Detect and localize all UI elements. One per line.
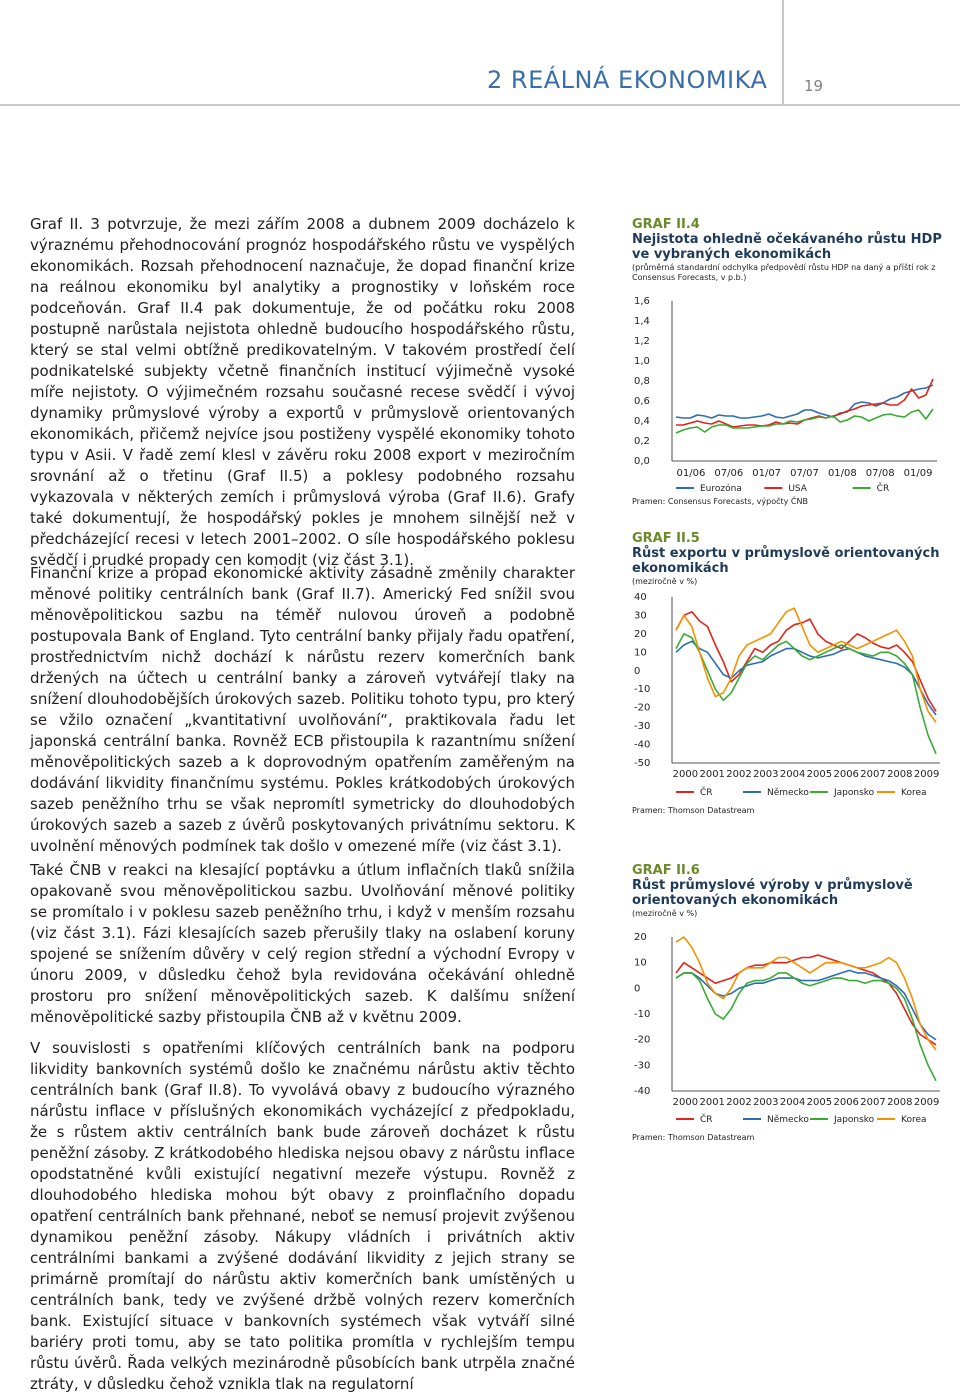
graph-source: Pramen: Thomson Datastream [632,806,755,815]
x-tick-label: 07/07 [790,468,819,479]
series-line-japonsko [676,973,936,1081]
graph-ii-4 [632,217,952,506]
legend-label: ČR [876,484,890,494]
paragraph-4 [30,1038,575,1395]
y-tick-label: 0,6 [634,396,650,407]
x-tick-label: 2004 [779,1097,806,1108]
x-tick-label: 2008 [887,769,913,780]
y-tick-label: 40 [634,592,647,603]
y-tick-label: 1,6 [634,296,650,307]
y-tick-label: 1,4 [634,316,650,327]
y-tick-label: 30 [634,610,647,622]
x-tick-label: 2009 [913,769,940,780]
y-tick-label: 10 [634,957,647,969]
x-tick-label: 2008 [887,1097,913,1108]
paragraph-4-text: V souvislosti s opatřeními klíčových centrálních bank na podporu likvidity bankovních systémů došlo ke značnému nárůstu aktiv těchto centrálních bank (Graf II.8). To vyvolává obavy z budoucího výrazného nárůstu inflace v příslušných ekonomikách vycházející z předpokladu, že s růstem aktiv centrálních bank bude zároveň docházet k růstu peněžní zásoby. Z krátkodobého hlediska nejsou obavy z nárůstu inflace opodstatněné kvůli existující negativní mezeře výstupu. Rovněž z dlouhodobého hlediska mohou být obavy z proinflačního dopadu opatření centrálních bank přehnané, neboť se nemusí projevit zvýšenou dynamikou peněžní zásoby. Nákupy vládních i privátních aktiv centrálními bankami a zvýšené dodávání likvidity z jejich strany se primárně promítají do nárůstu aktiv komerčních bank umístěných u centrálních bank, tedy ve zvýšené držbě volných rezerv komerčních bank. Existující situace v bankovních systémech však vytváří silné bariéry proti tomu, aby se tato politika promítla v rychlejším tempu růstu úvěrů. Řada velkých mezinárodně působících bank utrpěla značné ztráty, v důsledku čehož vznikla tlak na regulatorní [30,1039,575,1393]
chart-g4 [632,283,952,493]
y-tick-label: 1,0 [634,356,650,367]
series-line-čr [676,409,933,433]
x-tick-label: 01/09 [903,468,933,479]
chart-g5 [632,587,952,802]
graph-source: Pramen: Consensus Forecasts, výpočty ČNB [632,497,808,506]
x-tick-label: 2003 [753,769,779,780]
y-tick-label: 0 [634,983,641,995]
legend-label: Korea [901,1115,927,1125]
y-tick-label: -50 [634,758,651,769]
x-tick-label: 01/06 [676,468,706,479]
graph-subtitle: (průměrná standardní odchylka předpovědí růstu HDP na daný a příští rok z Consensus Forecasts, v p.b.) [632,263,936,282]
legend-label: Německo [767,788,809,798]
header-divider-vertical [782,0,784,104]
series-line-německo [676,970,936,1039]
legend-label: Japonsko [834,788,875,798]
paragraph-2-text: Finanční krize a propad ekonomické aktivity zásadně změnily charakter měnové politiky centrálních bank (Graf II.7). Americký Fed snížil svou měnověpolitickou sazbu na téměř nulovou úroveň a podobně postupovala Bank of England. Tyto centrální banky přijaly řadu opatření, prostřednictvím nichž dochází k nárůstu rezerv komerčních bank držených na účtech u centrální banky a zároveň vytvářejí tlaky na snížení dlouhodobějších úrokových sazeb. Politiku tohoto typu, pro který se vžilo označení „kvantitativní uvolňování“, praktikovala řadu let japonská centrální banka. Rovněž ECB přistoupila k razantnímu snížení měnověpolitických sazeb a k doprovodným opatřením zaměřeným na dodávání likvidity finančnímu systému. Pokles krátkodobých úrokových sazeb peněžního trhu se však nepromítl symetricky do dlouhodobých úrokových sazeb a sazeb z úvěrů poskytovaných privátnímu sektoru. K uvolnění měnových podmínek tak došlo v omezené míře (viz část 3.1). [30,564,575,855]
series-line-eurozóna [676,385,933,418]
x-tick-label: 2007 [860,1097,886,1108]
x-tick-label: 2000 [672,1097,699,1108]
legend-label: Japonsko [834,1115,875,1125]
paragraph-3-text: Také ČNB v reakci na klesající poptávku a útlum inflačních tlaků snížila opakovaně svou měnověpolitickou sazbu. Uvolňování měnové politiky se promítalo i v poklesu sazeb peněžního trhu, i když v menším rozsahu (viz část 3.1). Fázi klesajících sazeb přerušily tlaky na oslabení koruny spojené se snížením důvěry v celý region střední a východní Evropy v únoru 2009, v důsledku čehož byla revidována očekávání ohledně prostoru pro snížení měnověpolitických sazeb. K dalšímu snížení měnověpolitické sazby přistoupila ČNB až v květnu 2009. [30,861,575,1026]
legend-label: USA [788,484,807,494]
legend-label: ČR [700,788,713,798]
series-line-korea [676,608,936,722]
page-number: 19 [804,77,824,95]
y-tick-label: -40 [634,739,651,751]
x-tick-label: 2002 [726,769,752,780]
x-tick-label: 2009 [913,1097,940,1108]
series-line-německo [676,641,936,715]
paragraph-1-text: Graf II. 3 potvrzuje, že mezi zářím 2008 a dubnem 2009 docházelo k výraznému přehodnocování prognóz hospodářského růstu ve vyspělých ekonomikách. Rozsah přehodnocení naznačuje, že dopad finanční krize na reálnou ekonomiku byl analytiky a prognostiky v loňském roce podceňován. Graf II.4 pak dokumentuje, že od počátku roku 2008 postupně narůstala nejistota ohledně budoucího hospodářského růstu, který se stal velmi obtížně predikovatelným. V takovém prostředí čelí podnikatelské subjekty včetně finančních institucí výjimečně vysoké míře nejistoty. O výjimečném rozsahu současné recese svědčí i vývoj dynamiky průmyslové výroby a exportů v průmyslově orientovaných ekonomikách, přičemž nejvíce jsou postiženy vyspělé ekonomiky tohoto typu v Asii. V řadě zemí klesl v závěru roku 2008 export v meziročním srovnání až o třetinu (Graf II.5) a poklesy podobného rozsahu vykazovala v některých zemích i průmyslová výroba (Graf II.6). Grafy také dokumentují, že hospodářský pokles je mnohem silnější než v předcházející recesi v letech 2001–2002. O síle hospodářského poklesu svědčí i prudké propady cen komodit (viz část 3.1). [30,215,575,569]
y-tick-label: -30 [634,721,651,733]
x-tick-label: 2005 [806,1097,833,1108]
y-tick-label: -20 [634,1034,651,1046]
paragraph-3 [30,860,575,1028]
x-tick-label: 2004 [779,769,806,780]
x-tick-label: 2003 [753,1097,779,1108]
y-tick-label: 0,4 [634,416,650,427]
y-tick-label: -10 [634,684,651,696]
x-tick-label: 2002 [726,1097,752,1108]
y-tick-label: 20 [634,932,647,943]
graph-title: Růst průmyslové výroby v průmyslově orientovaných ekonomikách [632,878,913,908]
section-title: 2 REÁLNÁ EKONOMIKA [487,66,768,94]
graph-ii-5 [632,531,952,815]
legend-label: Eurozóna [700,484,742,494]
graph-subtitle: (meziročně v %) [632,909,698,918]
graph-label: GRAF II.6 [632,863,700,878]
x-tick-label: 2005 [806,769,833,780]
graph-subtitle: (meziročně v %) [632,577,698,586]
x-tick-label: 2001 [699,1097,725,1108]
y-tick-label: 1,2 [634,336,650,347]
x-tick-label: 01/08 [827,468,857,479]
y-tick-label: 0 [634,665,641,677]
legend-label: Korea [901,788,927,798]
legend-label: Německo [767,1115,809,1125]
y-tick-label: 0,2 [634,436,650,447]
chart-g6 [632,919,952,1129]
graph-title: Nejistota ohledně očekávaného růstu HDP ve vybraných ekonomikách [632,232,942,262]
x-tick-label: 2007 [860,769,886,780]
graph-ii-6 [632,863,952,1142]
y-tick-label: -40 [634,1086,651,1097]
x-tick-label: 07/06 [714,468,744,479]
x-tick-label: 2006 [833,769,859,780]
y-tick-label: -30 [634,1060,651,1072]
paragraph-1 [30,214,575,571]
y-tick-label: 0,0 [634,456,650,467]
y-tick-label: -10 [634,1009,651,1020]
y-tick-label: 0,8 [634,376,650,387]
y-tick-label: -20 [634,702,651,714]
x-tick-label: 2006 [833,1097,859,1108]
graph-label: GRAF II.5 [632,531,700,546]
x-tick-label: 01/07 [752,468,782,479]
x-tick-label: 2001 [699,769,725,780]
legend-label: ČR [700,1115,713,1125]
paragraph-2 [30,563,575,857]
graph-title: Růst exportu v průmyslově orientovaných ekonomikách [632,546,940,576]
header-divider-horizontal [0,104,960,106]
x-tick-label: 2000 [672,769,699,780]
series-line-čr [676,955,936,1045]
graph-source: Pramen: Thomson Datastream [632,1133,755,1142]
graph-label: GRAF II.4 [632,217,700,232]
y-tick-label: 10 [634,647,647,659]
y-tick-label: 20 [634,628,647,640]
x-tick-label: 07/08 [865,468,895,479]
